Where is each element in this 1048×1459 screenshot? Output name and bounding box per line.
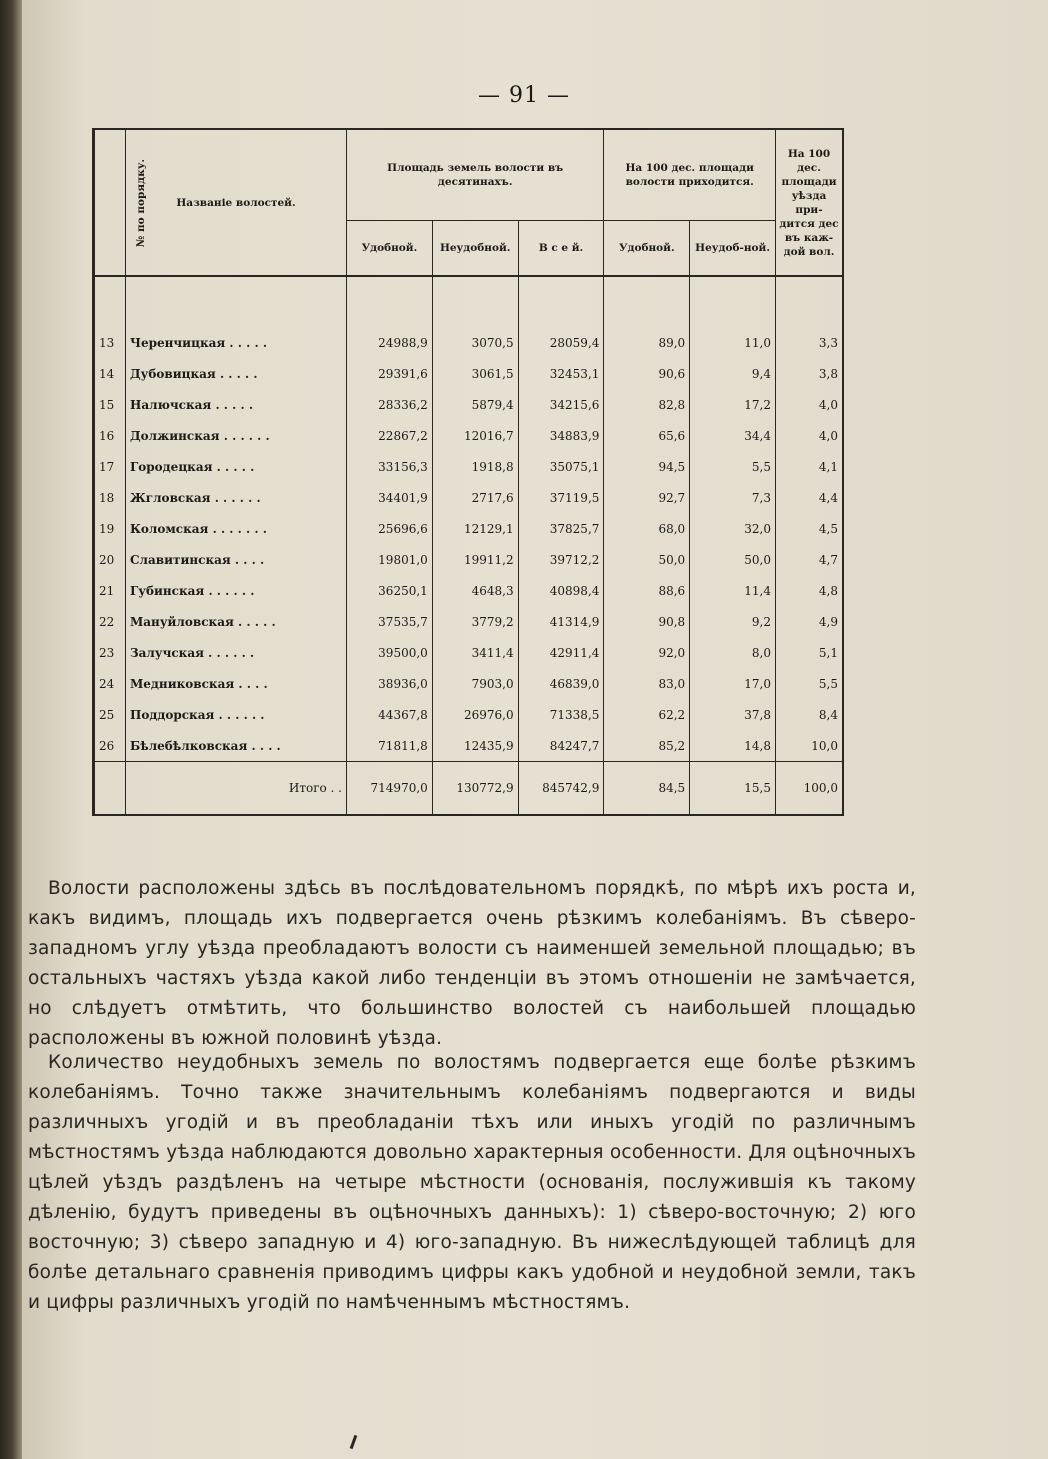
total-share: 100,0 [776, 762, 844, 816]
area-udob: 24988,9 [347, 327, 433, 358]
volost-name: Дубовицкая . . . . . [126, 358, 347, 389]
area-vsego: 46839,0 [518, 668, 604, 699]
area-neudob: 3061,5 [432, 358, 518, 389]
share-of-uezd: 5,5 [776, 668, 844, 699]
area-udob: 39500,0 [347, 637, 433, 668]
row-number: 22 [94, 606, 126, 637]
area-neudob: 12129,1 [432, 513, 518, 544]
area-neudob: 7903,0 [432, 668, 518, 699]
per100-udob: 62,2 [604, 699, 690, 730]
per100-udob: 65,6 [604, 420, 690, 451]
per100-udob: 83,0 [604, 668, 690, 699]
page-number: — 91 — [478, 83, 570, 108]
table-row [94, 637, 844, 668]
area-neudob: 26976,0 [432, 699, 518, 730]
area-udob: 33156,3 [347, 451, 433, 482]
per100-neudob: 8,0 [690, 637, 776, 668]
share-of-uezd: 4,4 [776, 482, 844, 513]
area-neudob: 2717,6 [432, 482, 518, 513]
header-area-neudob: Неудобной. [432, 221, 518, 277]
area-udob: 38936,0 [347, 668, 433, 699]
area-vsego: 32453,1 [518, 358, 604, 389]
area-udob: 37535,7 [347, 606, 433, 637]
row-number: 26 [94, 730, 126, 762]
share-of-uezd: 3,3 [776, 327, 844, 358]
header-per100-neudob: Неудоб-ной. [690, 221, 776, 277]
per100-neudob: 17,0 [690, 668, 776, 699]
table-row [94, 451, 844, 482]
per100-udob: 90,8 [604, 606, 690, 637]
share-of-uezd: 4,1 [776, 451, 844, 482]
total-area-udob: 714970,0 [347, 762, 433, 816]
area-vsego: 37119,5 [518, 482, 604, 513]
row-number: 24 [94, 668, 126, 699]
share-of-uezd: 4,9 [776, 606, 844, 637]
per100-udob: 82,8 [604, 389, 690, 420]
total-area-neudob: 130772,9 [432, 762, 518, 816]
share-of-uezd: 8,4 [776, 699, 844, 730]
volost-name: Должинская . . . . . . [126, 420, 347, 451]
header-volost-name: Названіе волостей. [126, 129, 347, 276]
per100-udob: 94,5 [604, 451, 690, 482]
per100-neudob: 34,4 [690, 420, 776, 451]
table-body [94, 276, 844, 762]
volost-name: Бѣлебѣлковская . . . . [126, 730, 347, 762]
row-number: 16 [94, 420, 126, 451]
volost-name: Коломская . . . . . . . [126, 513, 347, 544]
table-row [94, 730, 844, 762]
share-of-uezd: 4,7 [776, 544, 844, 575]
area-vsego: 35075,1 [518, 451, 604, 482]
total-per100-neudob: 15,5 [690, 762, 776, 816]
area-udob: 22867,2 [347, 420, 433, 451]
area-neudob: 1918,8 [432, 451, 518, 482]
volost-name: Губинская . . . . . . [126, 575, 347, 606]
share-of-uezd: 4,5 [776, 513, 844, 544]
header-per100-udob: Удобной. [604, 221, 690, 277]
table-total-row [94, 762, 844, 816]
table-row [94, 544, 844, 575]
table-row [94, 389, 844, 420]
header-area-vsego: В с е й. [518, 221, 604, 277]
area-neudob: 3779,2 [432, 606, 518, 637]
volost-name: Черенчицкая . . . . . [126, 327, 347, 358]
share-of-uezd: 4,0 [776, 420, 844, 451]
share-of-uezd: 5,1 [776, 637, 844, 668]
table-row [94, 327, 844, 358]
table-spacer-row [94, 276, 844, 327]
per100-neudob: 5,5 [690, 451, 776, 482]
paragraph-2: Количество неудобныхъ земель по волостямъ подвергается еще болѣе рѣзкимъ колебаніямъ. Точно также значительнымъ колебаніямъ подвергаются и виды различныхъ угодій и въ преобладаніи тѣхъ или иныхъ угодій по различнымъ мѣстностямъ уѣзда наблюдаются довольно характерныя особенности. Для оцѣночныхъ цѣлей уѣздъ раздѣленъ на четыре мѣстности (основанія, послужившія къ такому дѣленію, будутъ приведены въ оцѣночныхъ данныхъ): 1) сѣверо-восточную; 2) юго восточную; 3) сѣверо западную и 4) юго-западную. Въ нижеслѣдующей таблицѣ для болѣе детальнаго сравненія приводимъ цифры какъ удобной и неудобной земли, такъ и цифры различныхъ угодій по намѣченнымъ мѣстностямъ. [28, 1052, 916, 1313]
per100-udob: 88,6 [604, 575, 690, 606]
row-number: 20 [94, 544, 126, 575]
per100-neudob: 32,0 [690, 513, 776, 544]
land-area-table [92, 128, 844, 816]
row-number: 13 [94, 327, 126, 358]
area-neudob: 5879,4 [432, 389, 518, 420]
volost-name: Жгловская . . . . . . [126, 482, 347, 513]
per100-udob: 90,6 [604, 358, 690, 389]
per100-neudob: 9,2 [690, 606, 776, 637]
area-neudob: 12016,7 [432, 420, 518, 451]
total-area-vsego: 845742,9 [518, 762, 604, 816]
table-row [94, 482, 844, 513]
row-number: 18 [94, 482, 126, 513]
total-label: Итого . . [126, 762, 347, 816]
per100-udob: 85,2 [604, 730, 690, 762]
book-spine-shadow [0, 0, 22, 1459]
volost-name: Поддорская . . . . . . [126, 699, 347, 730]
volost-name: Славитинская . . . . [126, 544, 347, 575]
area-vsego: 71338,5 [518, 699, 604, 730]
share-of-uezd: 4,0 [776, 389, 844, 420]
area-udob: 44367,8 [347, 699, 433, 730]
volost-name: Мануйловская . . . . . [126, 606, 347, 637]
table-row [94, 513, 844, 544]
header-per100-group: На 100 дес. площади волости приходится. [604, 129, 776, 221]
area-udob: 36250,1 [347, 575, 433, 606]
row-number: 25 [94, 699, 126, 730]
header-area-udob: Удобной. [347, 221, 433, 277]
area-neudob: 3411,4 [432, 637, 518, 668]
area-vsego: 42911,4 [518, 637, 604, 668]
area-vsego: 34215,6 [518, 389, 604, 420]
area-vsego: 41314,9 [518, 606, 604, 637]
area-neudob: 3070,5 [432, 327, 518, 358]
header-area-group: Площадь земель волости въ десятинахъ. [347, 129, 604, 221]
table-row [94, 575, 844, 606]
area-neudob: 12435,9 [432, 730, 518, 762]
statistics-table-container [92, 128, 844, 816]
share-of-uezd: 3,8 [776, 358, 844, 389]
table-row [94, 668, 844, 699]
area-vsego: 37825,7 [518, 513, 604, 544]
per100-neudob: 14,8 [690, 730, 776, 762]
per100-neudob: 50,0 [690, 544, 776, 575]
volost-name: Медниковская . . . . [126, 668, 347, 699]
area-neudob: 4648,3 [432, 575, 518, 606]
table-row [94, 358, 844, 389]
area-udob: 34401,9 [347, 482, 433, 513]
per100-neudob: 7,3 [690, 482, 776, 513]
per100-udob: 89,0 [604, 327, 690, 358]
per100-udob: 92,0 [604, 637, 690, 668]
area-udob: 28336,2 [347, 389, 433, 420]
row-number: 15 [94, 389, 126, 420]
per100-neudob: 17,2 [690, 389, 776, 420]
area-udob: 29391,6 [347, 358, 433, 389]
table-row [94, 606, 844, 637]
area-udob: 71811,8 [347, 730, 433, 762]
area-udob: 19801,0 [347, 544, 433, 575]
volost-name: Городецкая . . . . . [126, 451, 347, 482]
share-of-uezd: 10,0 [776, 730, 844, 762]
row-number: 23 [94, 637, 126, 668]
paragraph-1: Волости расположены здѣсь въ послѣдовательномъ порядкѣ, по мѣрѣ ихъ роста и, какъ видимъ, площадь ихъ подвергается очень рѣзкимъ колебаніямъ. Въ сѣверо-западномъ углу уѣзда преобладаютъ волости съ наименшей земельной площадью; въ остальныхъ частяхъ уѣзда какой либо тенденціи въ этомъ отношеніи не замѣчается, но слѣдуетъ отмѣтить, что большинство волостей съ наибольшей площадью расположены въ южной половинѣ уѣзда. [28, 878, 916, 1049]
table-row [94, 699, 844, 730]
area-vsego: 28059,4 [518, 327, 604, 358]
header-row-number: № по порядку. [94, 129, 126, 276]
share-of-uezd: 4,8 [776, 575, 844, 606]
area-vsego: 84247,7 [518, 730, 604, 762]
per100-neudob: 11,4 [690, 575, 776, 606]
table-row [94, 420, 844, 451]
volost-name: Налючская . . . . . [126, 389, 347, 420]
row-number: 14 [94, 358, 126, 389]
row-number: 19 [94, 513, 126, 544]
per100-udob: 92,7 [604, 482, 690, 513]
area-neudob: 19911,2 [432, 544, 518, 575]
area-vsego: 39712,2 [518, 544, 604, 575]
row-number: 17 [94, 451, 126, 482]
per100-neudob: 11,0 [690, 327, 776, 358]
area-udob: 25696,6 [347, 513, 433, 544]
row-number: 21 [94, 575, 126, 606]
per100-udob: 68,0 [604, 513, 690, 544]
per100-neudob: 37,8 [690, 699, 776, 730]
header-share: На 100 дес. площади уѣзда при-дится дес въ каж-дой вол. [776, 129, 844, 276]
total-per100-udob: 84,5 [604, 762, 690, 816]
area-vsego: 34883,9 [518, 420, 604, 451]
area-vsego: 40898,4 [518, 575, 604, 606]
volost-name: Залучская . . . . . . [126, 637, 347, 668]
per100-neudob: 9,4 [690, 358, 776, 389]
per100-udob: 50,0 [604, 544, 690, 575]
